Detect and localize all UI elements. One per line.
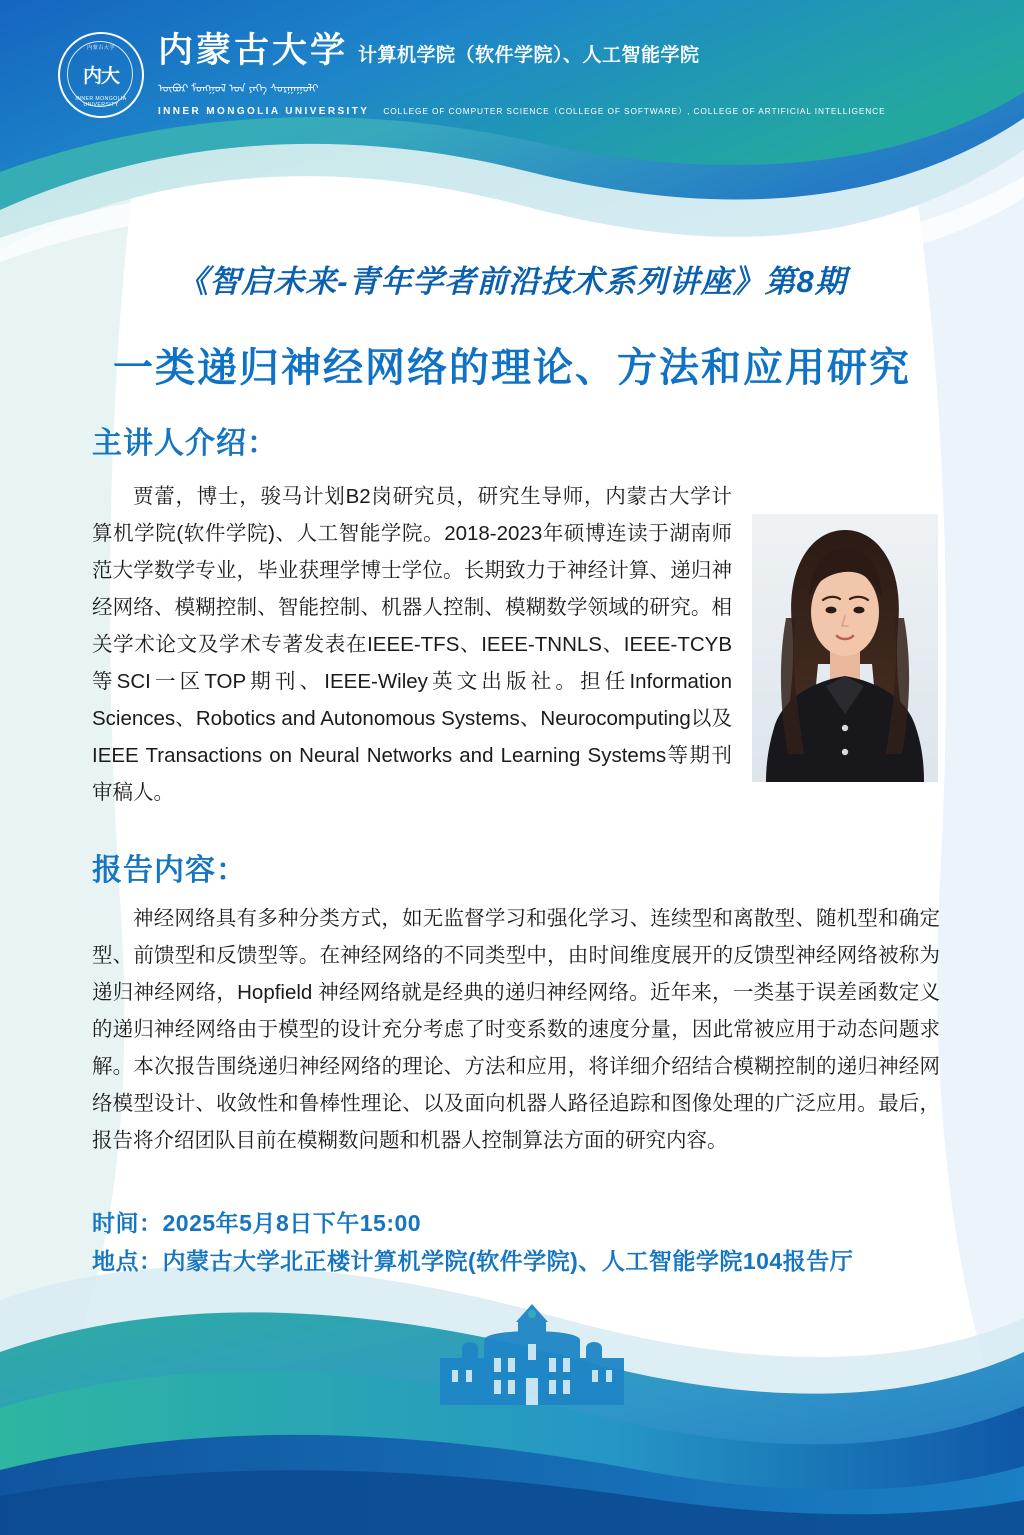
- poster-header: [0, 0, 1024, 150]
- abstract-text: 神经网络具有多种分类方式，如无监督学习和强化学习、连续型和离散型、随机型和确定型、前馈型和反馈型等。在神经网络的不同类型中，由时间维度展开的反馈型神经网络被称为递归神经网络，Hopfield 神经网络就是经典的递归神经网络。近年来，一类基于误差函数定义的递归神经网络由于模型的设计充分考虑了时变系数的速度分量，因此常被应用于动态问题求解。本次报告围绕递归神经网络的理论、方法和应用，将详细介绍结合模糊控制的递归神经网络模型设计、收敛性和鲁棒性理论、以及面向机器人路径追踪和图像处理的广泛应用。最后，报告将介绍团队目前在模糊数问题和机器人控制算法方面的研究内容。: [92, 907, 940, 1152]
- campus-building-icon: [432, 1300, 632, 1405]
- event-location: 地点：内蒙古大学北正楼计算机学院(软件学院)、人工智能学院104报告厅: [92, 1248, 854, 1274]
- university-seal-icon: [58, 32, 144, 118]
- abstract-section-heading: 报告内容：: [92, 854, 247, 887]
- portrait-illustration: [752, 514, 938, 782]
- speaker-section-heading: 主讲人介绍：: [92, 427, 278, 460]
- series-title: 《智启未来-青年学者前沿技术系列讲座》第8期: [177, 264, 847, 299]
- speaker-bio-text: 贾蕾，博士，骏马计划B2岗研究员，研究生导师，内蒙古大学计算机学院(软件学院)、人工智能学院。2018-2023年硕博连读于湖南师范大学数学专业，毕业获理学博士学位。长期致力于神经计算、递归神经网络、模糊控制、智能控制、机器人控制、模糊数学领域的研究。相关学术论文及学术专著发表在IEEE-TFS、IEEE-TNNLS、IEEE-TCYB等SCI一区TOP期刊、IEEE-Wiley英文出版社。担任Information Sciences、Robotics and Autonomous Systems、Neurocomputing以及IEEE Transactions on Neural Networks and Learning Systems等期刊审稿人。: [92, 485, 732, 804]
- seal-arc-bottom-text: INNER MONGOLIA UNIVERSITY: [75, 95, 127, 108]
- page-title: 一类递归神经网络的理论、方法和应用研究: [113, 346, 911, 390]
- college-name-en: COLLEGE OF COMPUTER SCIENCE（COLLEGE OF SOFTWARE）, COLLEGE OF ARTIFICIAL INTELLIGENCE: [383, 105, 886, 116]
- university-logo: [58, 22, 886, 127]
- college-name-cn: 计算机学院（软件学院）、人工智能学院: [358, 44, 700, 66]
- university-name-mn: ᠦᠪᠦᠷ ᠮᠤᠩᠭᠤᠯ ᠤᠨ ᠶᠡᠬᠡ ᠰᠤᠷᠭᠠᠭᠤᠯᠢ: [158, 83, 319, 95]
- university-name-en: INNER MONGOLIA UNIVERSITY: [158, 105, 370, 117]
- speaker-portrait: [752, 514, 938, 782]
- university-name-cn: 内蒙古大学: [158, 30, 349, 70]
- seal-arc-top-text: 内蒙古大学: [87, 44, 115, 51]
- event-time: 时间：2025年5月8日下午15:00: [92, 1210, 422, 1236]
- seal-glyph-text: 内大: [82, 66, 119, 87]
- logo-text-block: [158, 30, 886, 117]
